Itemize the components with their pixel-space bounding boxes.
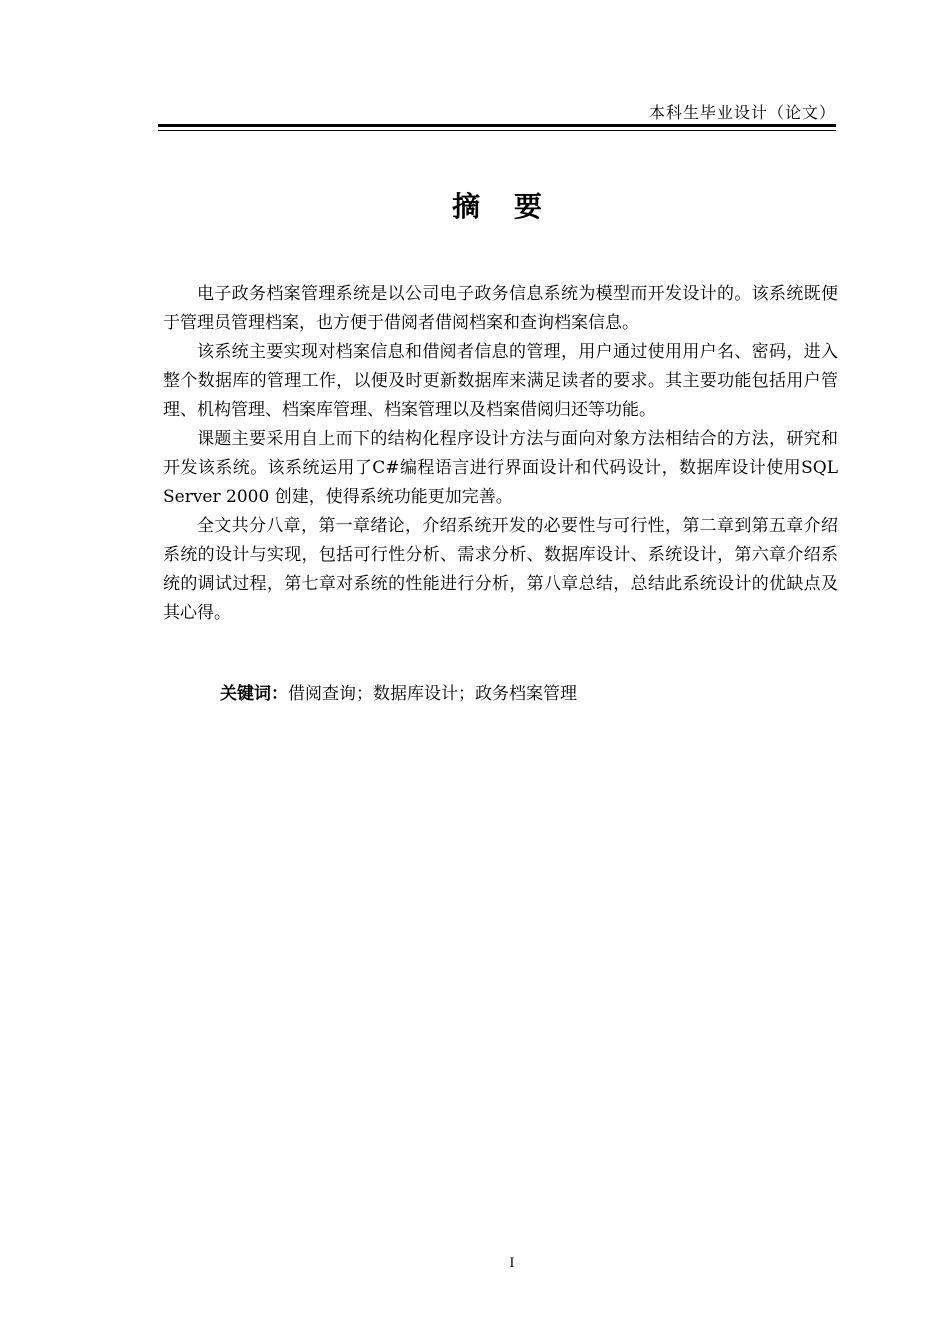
abstract-body (163, 280, 838, 628)
header-rule-thin (158, 130, 836, 131)
running-header: 本科生毕业设计（论文） (648, 103, 836, 122)
keywords-label: 关键词： (220, 684, 288, 704)
abstract-paragraph: 电子政务档案管理系统是以公司电子政务信息系统为模型而开发设计的。该系统既便于管理员管理档案，也方便于借阅者借阅档案和查询档案信息。 (163, 284, 838, 333)
page-number: I (509, 1256, 515, 1271)
keywords-line (220, 680, 577, 709)
header-rule-thick (158, 124, 836, 127)
abstract-paragraph: 该系统主要实现对档案信息和借阅者信息的管理，用户通过使用用户名、密码，进入整个数据库的管理工作，以便及时更新数据库来满足读者的要求。其主要功能包括用户管理、机构管理、档案库管理、档案管理以及档案借阅归还等功能。 (163, 342, 838, 420)
page-title: 摘 要 (452, 190, 554, 223)
abstract-paragraph: 课题主要采用自上而下的结构化程序设计方法与面向对象方法相结合的方法，研究和开发该系统。该系统运用了C#编程语言进行界面设计和代码设计，数据库设计使用SQL Server 2000 创建，使得系统功能更加完善。 (163, 429, 838, 507)
keywords-value: 借阅查询；数据库设计；政务档案管理 (288, 684, 577, 704)
abstract-paragraph: 全文共分八章，第一章绪论，介绍系统开发的必要性与可行性，第二章到第五章介绍系统的设计与实现，包括可行性分析、需求分析、数据库设计、系统设计，第六章介绍系统的调试过程，第七章对系统的性能进行分析，第八章总结，总结此系统设计的优缺点及其心得。 (163, 516, 838, 623)
